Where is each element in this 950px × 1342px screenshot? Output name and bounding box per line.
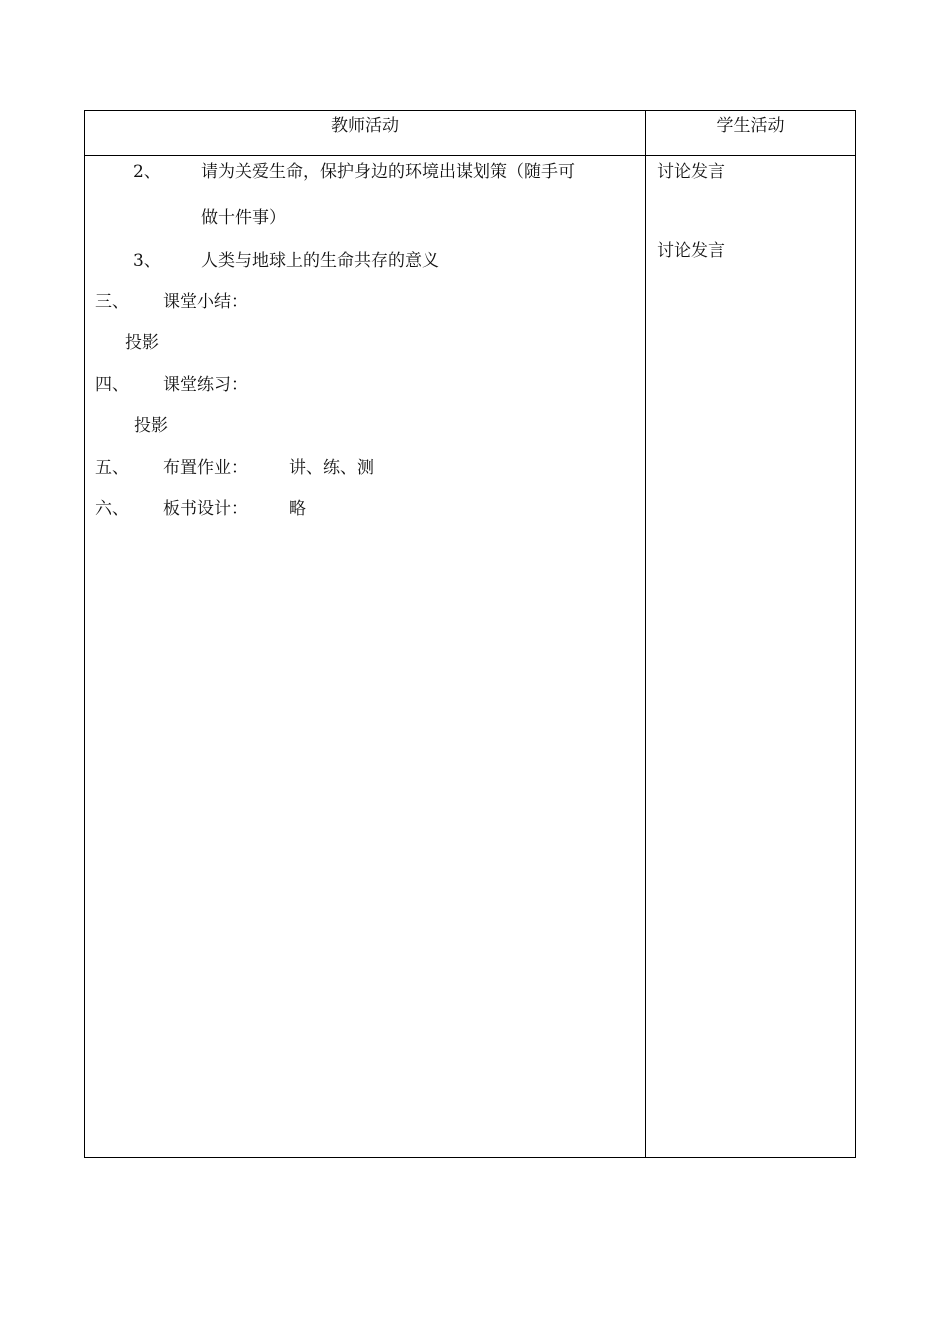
section-title: 课堂小结： xyxy=(163,292,248,312)
column-divider xyxy=(645,111,646,1157)
item-text: 投影 xyxy=(134,416,168,436)
header-teacher-activity: 教师活动 xyxy=(331,116,399,136)
section-title: 布置作业： xyxy=(163,458,248,478)
item-number: 2、 xyxy=(133,162,161,182)
section-detail: 略 xyxy=(289,499,306,519)
student-activity-2: 讨论发言 xyxy=(657,241,725,261)
section-number: 五、 xyxy=(95,458,129,478)
item-number: 3、 xyxy=(133,251,161,271)
header-student-activity: 学生活动 xyxy=(716,116,785,136)
item-text: 做十件事） xyxy=(201,208,286,228)
item-text: 请为关爱生命，保护身边的环境出谋划策（随手可 xyxy=(201,162,575,182)
section-number: 六、 xyxy=(95,499,129,519)
section-number: 三、 xyxy=(95,292,129,312)
lesson-plan-table xyxy=(84,110,856,1158)
section-detail: 讲、练、测 xyxy=(289,458,374,478)
item-text: 人类与地球上的生命共存的意义 xyxy=(201,251,439,271)
section-title: 板书设计： xyxy=(163,499,248,519)
student-activity-1: 讨论发言 xyxy=(657,162,725,182)
section-title: 课堂练习： xyxy=(163,375,248,395)
table-header-row xyxy=(85,111,855,156)
item-text: 投影 xyxy=(125,333,159,353)
section-number: 四、 xyxy=(95,375,129,395)
